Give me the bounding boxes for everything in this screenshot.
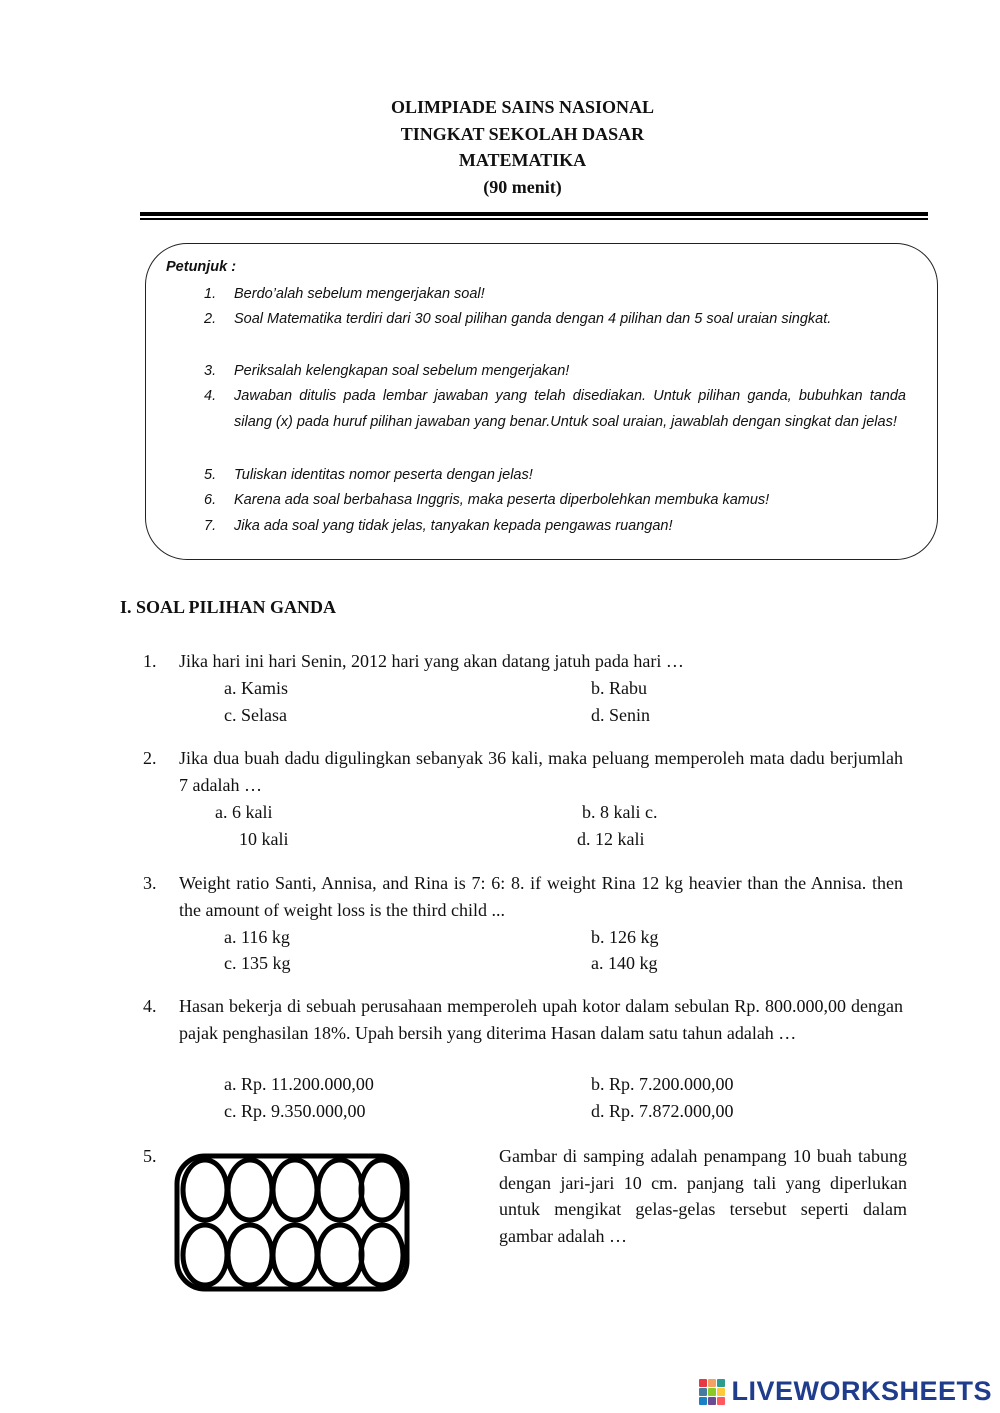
cylinder-circle xyxy=(318,1225,362,1285)
question-text: Weight ratio Santi, Annisa, and Rina is 7: 6: 8. if weight Rina 12 kg heavier than the Annisa. then the amount of weight loss is the third child ... xyxy=(179,873,903,920)
answer-option[interactable]: c. Rp. 9.350.000,00 xyxy=(224,1101,366,1121)
cylinder-circle xyxy=(361,1160,403,1220)
header-divider-thin xyxy=(140,218,928,220)
question-number: 1. xyxy=(143,651,157,671)
instruction-number: 5. xyxy=(204,467,217,483)
answer-option[interactable]: b. 8 kali c. xyxy=(582,802,658,822)
cylinder-circle xyxy=(228,1225,272,1285)
instruction-text: Tuliskan identitas nomor peserta dengan jelas! xyxy=(234,467,533,483)
instruction-text: Periksalah kelengkapan soal sebelum mengerjakan! xyxy=(234,363,570,379)
logo-tile xyxy=(708,1379,716,1387)
cylinder-circle xyxy=(273,1160,317,1220)
logo-tile xyxy=(717,1397,725,1405)
logo-tile xyxy=(708,1397,716,1405)
answer-option[interactable]: a. 116 kg xyxy=(224,927,290,947)
header-title: OLIMPIADE SAINS NASIONAL xyxy=(390,97,655,117)
answer-option[interactable]: c. 135 kg xyxy=(224,953,291,973)
header-subject: MATEMATIKA xyxy=(458,150,587,170)
instruction-number: 2. xyxy=(204,311,217,327)
question-number: 3. xyxy=(143,873,157,893)
logo-tile xyxy=(699,1379,707,1387)
instructions-title: Petunjuk : xyxy=(166,259,237,275)
question-number: 5. xyxy=(143,1146,157,1166)
rope-outline xyxy=(177,1156,407,1289)
instruction-number: 1. xyxy=(204,286,217,302)
instruction-number: 7. xyxy=(204,518,217,534)
question-text: Jika dua buah dadu digulingkan sebanyak 36 kali, maka peluang memperoleh mata dadu berjumlah 7 adalah … xyxy=(179,748,903,795)
instruction-number: 3. xyxy=(204,363,217,379)
answer-option[interactable]: b. Rp. 7.200.000,00 xyxy=(591,1074,734,1094)
instruction-number: 4. xyxy=(204,388,217,404)
answer-option[interactable]: b. 126 kg xyxy=(591,927,659,947)
answer-option[interactable]: 10 kali xyxy=(239,829,289,849)
cylinder-circle xyxy=(273,1225,317,1285)
answer-option[interactable]: a. Rp. 11.200.000,00 xyxy=(224,1074,374,1094)
logo-tile xyxy=(717,1379,725,1387)
answer-option[interactable]: c. Selasa xyxy=(224,705,287,725)
instruction-text: Soal Matematika terdiri dari 30 soal pilihan ganda dengan 4 pilihan dan 5 soal uraian singkat. xyxy=(234,311,832,327)
instruction-text: Jawaban ditulis pada lembar jawaban yang telah disediakan. Untuk pilihan ganda, bubuhkan tanda silang (x) pada huruf pilihan jawaban yang benar.Untuk soal uraian, jawablah dengan singkat dan jelas! xyxy=(234,388,906,430)
section-title: I. SOAL PILIHAN GANDA xyxy=(120,597,337,617)
watermark-text: LIVEWORKSHEETS xyxy=(731,1376,992,1406)
answer-option[interactable]: d. Senin xyxy=(591,705,651,725)
cylinder-circle xyxy=(183,1160,227,1220)
header-divider-thick xyxy=(140,212,928,216)
answer-option[interactable]: d. Rp. 7.872.000,00 xyxy=(591,1101,734,1121)
answer-option[interactable]: a. 6 kali xyxy=(215,802,273,822)
question-text: Hasan bekerja di sebuah perusahaan memperoleh upah kotor dalam sebulan Rp. 800.000,00 dengan pajak penghasilan 18%. Upah bersih yang diterima Hasan dalam satu tahun adalah … xyxy=(179,996,903,1043)
instruction-text: Berdo’alah sebelum mengerjakan soal! xyxy=(234,286,485,302)
header-level: TINGKAT SEKOLAH DASAR xyxy=(400,123,645,144)
instruction-text: Karena ada soal berbahasa Inggris, maka peserta diperbolehkan membuka kamus! xyxy=(234,492,770,508)
instruction-number: 6. xyxy=(204,492,217,508)
logo-tile xyxy=(708,1388,716,1396)
question-number: 4. xyxy=(143,996,157,1016)
answer-option[interactable]: d. 12 kali xyxy=(577,829,645,849)
cylinder-circle xyxy=(318,1160,362,1220)
question-number: 2. xyxy=(143,748,157,768)
logo-tile xyxy=(717,1388,725,1396)
liveworksheets-logo-icon xyxy=(699,1379,725,1405)
cylinder-circle xyxy=(183,1225,227,1285)
question-text: Gambar di samping adalah penampang 10 buah tabung dengan jari-jari 10 cm. panjang tali yang diperlukan untuk mengikat gelas-gelas tersebut seperti dalam gambar adalah … xyxy=(499,1146,907,1246)
header-duration: (90 menit) xyxy=(483,176,562,197)
instruction-text: Jika ada soal yang tidak jelas, tanyakan kepada pengawas ruangan! xyxy=(234,518,673,534)
question-text: Jika hari ini hari Senin, 2012 hari yang akan datang jatuh pada hari … xyxy=(179,651,684,671)
logo-tile xyxy=(699,1388,707,1396)
liveworksheets-watermark xyxy=(699,1376,992,1407)
cylinder-circle xyxy=(228,1160,272,1220)
answer-option[interactable]: b. Rabu xyxy=(591,678,647,698)
cylinders-figure xyxy=(172,1152,412,1292)
answer-option[interactable]: a. Kamis xyxy=(224,678,288,698)
answer-option[interactable]: a. 140 kg xyxy=(591,953,658,973)
cylinder-circle xyxy=(361,1225,403,1285)
exam-header xyxy=(0,94,1000,200)
logo-tile xyxy=(699,1397,707,1405)
